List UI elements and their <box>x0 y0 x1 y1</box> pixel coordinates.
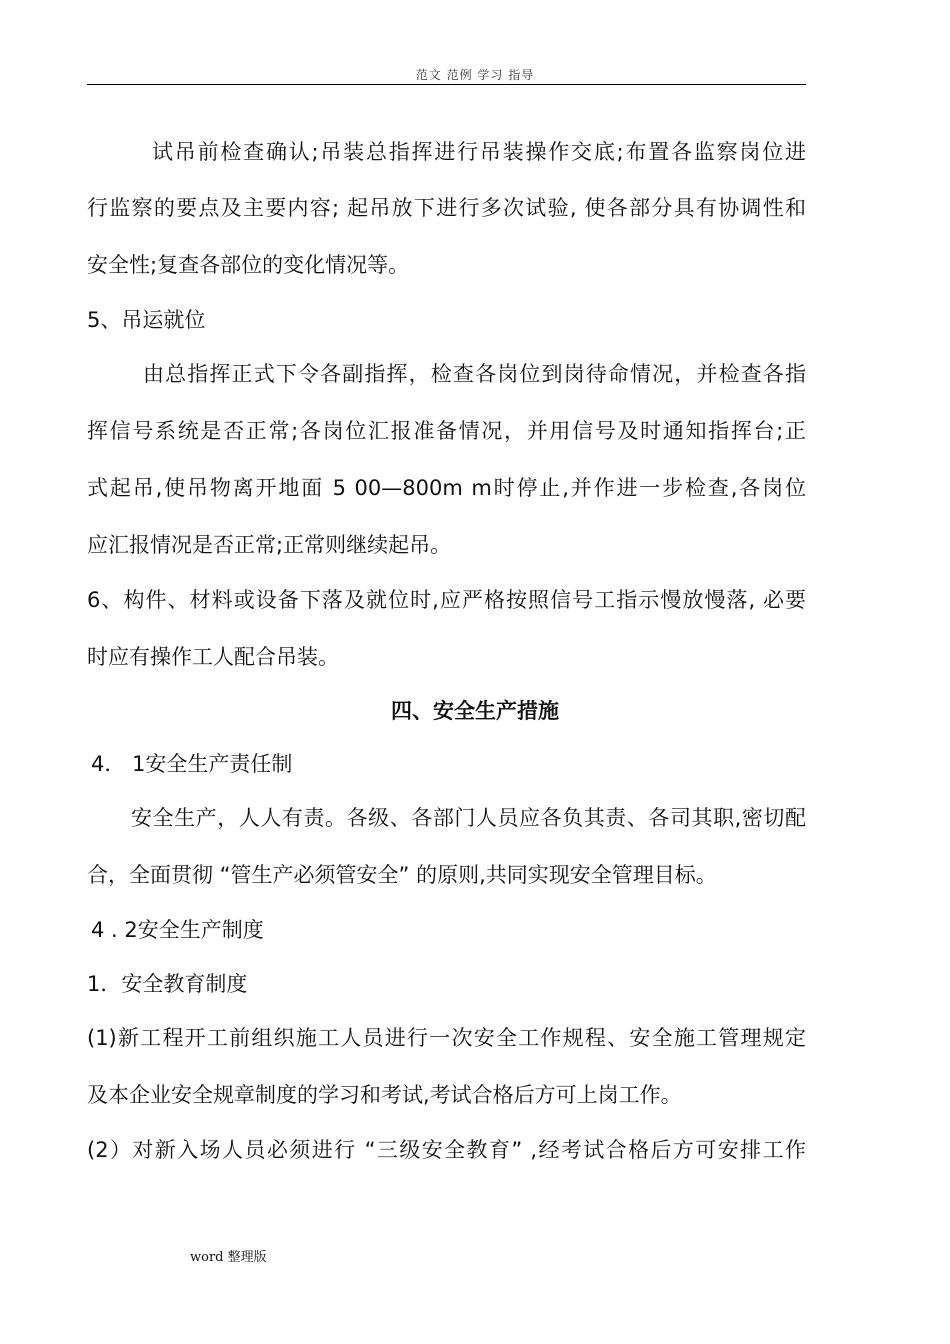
section-heading: 四、安全生产措施 <box>391 699 559 723</box>
subsection-heading: 4． 1安全生产责任制 <box>91 752 293 776</box>
paragraph-line: 挥信号系统是否正常;各岗位汇报准备情况，并用信号及时通知指挥台;正 <box>87 419 806 443</box>
paragraph-line: 行监察的要点及主要内容; 起吊放下进行多次试验, 使各部分具有协调性和 <box>87 196 806 220</box>
page-footer: word 整理版 <box>190 1250 267 1265</box>
paragraph-line: 应汇报情况是否正常;正常则继续起吊。 <box>87 533 452 557</box>
subsection-heading: 4 . 2安全生产制度 <box>91 918 264 942</box>
paragraph-line: 式起吊,使吊物离开地面 5 00—800m m时停止,并作进一步检查,各岗位 <box>87 476 806 500</box>
paragraph-line: 及本企业安全规章制度的学习和考试,考试合格后方可上岗工作。 <box>87 1083 682 1107</box>
paragraph-line: (2）对新入场人员必须进行 “三级安全教育” ,经考试合格后方可安排工作 <box>87 1138 806 1162</box>
paragraph-line: 安全生产，人人有责。各级、各部门人员应各负其责、各司其职,密切配 <box>131 806 806 830</box>
paragraph-line: (1)新工程开工前组织施工人员进行一次安全工作规程、安全施工管理规定 <box>87 1026 806 1050</box>
paragraph-line: 试吊前检查确认;吊装总指挥进行吊装操作交底;布置各监察岗位进 <box>152 140 806 164</box>
header-divider <box>87 84 806 85</box>
paragraph-line: 由总指挥正式下令各副指挥，检查各岗位到岗待命情况，并检查各指 <box>143 362 806 386</box>
paragraph-line: 时应有操作工人配合吊装。 <box>87 645 339 669</box>
paragraph-line: 安全性;复查各部位的变化情况等。 <box>87 253 410 277</box>
paragraph-line: 合，全面贯彻 “管生产必须管安全” 的原则,共同实现安全管理目标。 <box>87 863 717 887</box>
item-heading: 1．安全教育制度 <box>87 972 248 996</box>
step-heading: 5、吊运就位 <box>87 308 206 332</box>
paragraph-line: 6、构件、材料或设备下落及就位时,应严格按照信号工指示慢放慢落, 必要 <box>87 588 806 612</box>
page-header: 范文 范例 学习 指导 <box>415 68 535 82</box>
